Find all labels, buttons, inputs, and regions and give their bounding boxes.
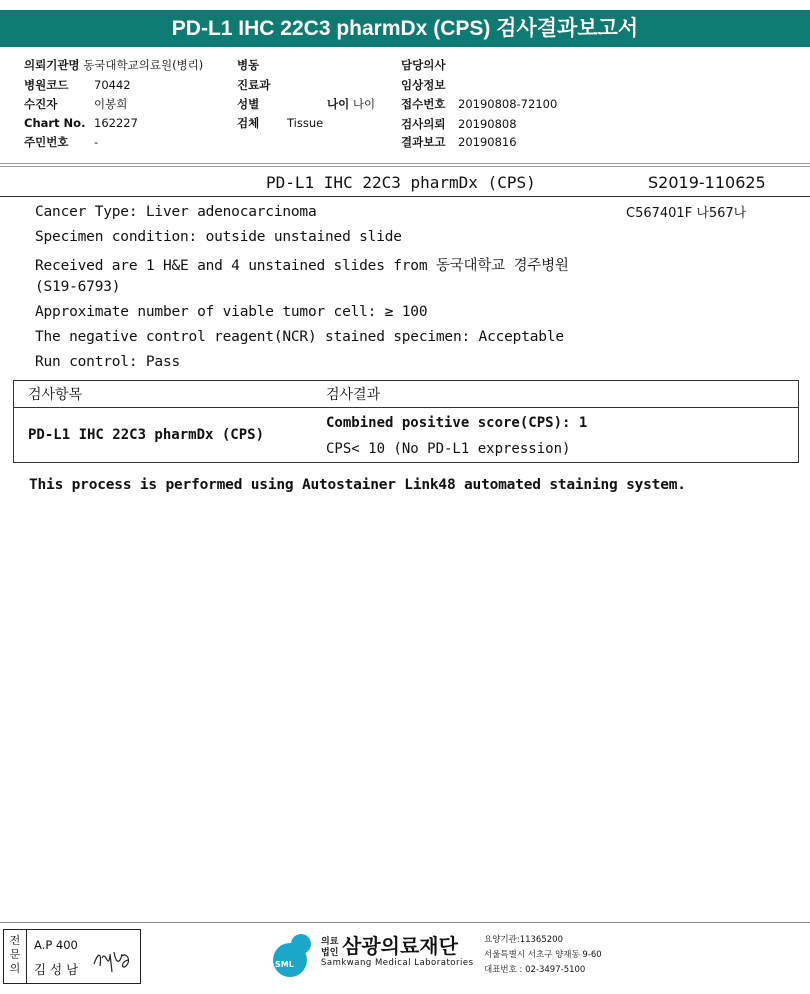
body-line: Specimen condition: outside unstained slide — [35, 229, 402, 245]
header-row: 결과보고 20190816 — [401, 135, 517, 149]
table-header-row — [14, 381, 799, 408]
header-row: 수진자 이봉희 — [24, 97, 128, 111]
header-row: 성별 — [237, 97, 260, 111]
sml-logo-icon — [270, 930, 318, 978]
table-row — [14, 408, 799, 436]
org-info: 요양기관:11365200 — [484, 935, 563, 945]
footer-separator — [0, 922, 810, 923]
body-line: (S19-6793) — [35, 279, 121, 295]
result-item: PD-L1 IHC 22C3 pharmDx (CPS) — [28, 427, 265, 443]
header-row: 주민번호 - — [24, 135, 99, 149]
org-name: 삼광의료재단 — [342, 934, 458, 958]
header-row: 병원코드 70442 — [24, 78, 131, 92]
header-row: 임상정보 — [401, 78, 446, 92]
logo-text: SML — [275, 960, 294, 969]
result-interpretation: CPS< 10 (No PD-L1 expression) — [326, 440, 571, 457]
header-row: 담당의사 — [401, 58, 446, 72]
result-table — [13, 380, 799, 463]
body-line: Received are 1 H&E and 4 unstained slides from 동국대학교 경주병원 — [35, 258, 569, 274]
org-phone: 대표번호 : 02-3497-5100 — [484, 965, 586, 975]
result-value: Combined positive score(CPS): 1 — [326, 414, 588, 431]
body-line: The negative control reagent(NCR) stained specimen: Acceptable — [35, 329, 564, 345]
header-row: 접수번호 20190808-72100 — [401, 97, 558, 111]
specimen-code: C567401F 나567나 — [626, 206, 747, 221]
doctor-name: 김 성 남 — [34, 962, 79, 977]
process-note: This process is performed using Autostainer Link48 automated staining system. — [29, 477, 686, 493]
body-line: Run control: Pass — [35, 354, 181, 370]
test-separator — [0, 196, 810, 197]
vertical-label: 전문의 — [4, 930, 27, 983]
age-field: 나이 나이 — [327, 97, 376, 111]
test-name: PD-L1 IHC 22C3 pharmDx (CPS) — [266, 173, 536, 192]
report-title: PD-L1 IHC 22C3 pharmDx (CPS) 검사결과보고서 — [0, 10, 810, 47]
body-line: Cancer Type: Liver adenocarcinoma — [35, 204, 317, 220]
header-item: 검사항목 — [28, 387, 83, 403]
header-separator — [0, 163, 810, 167]
org-type-1: 의료 — [321, 937, 339, 947]
header-row: 병동 — [237, 58, 260, 72]
signature-box — [3, 929, 141, 984]
report-number: S2019-110625 — [648, 173, 766, 192]
org-address: 서울특별시 서초구 양재동 9-60 — [484, 950, 602, 960]
header-result: 검사결과 — [326, 387, 381, 403]
header-row: 의뢰기관명 동국대학교의료원(병리) — [24, 58, 204, 72]
org-name-en: Samkwang Medical Laboratories — [321, 958, 474, 968]
header-row: Chart No. 162227 — [24, 116, 138, 130]
body-line: Approximate number of viable tumor cell: ≥ 100 — [35, 304, 428, 320]
header-row: 진료과 — [237, 78, 271, 92]
header-row: 검체 Tissue — [237, 116, 324, 130]
signature-icon — [92, 944, 136, 974]
ap-number: A.P 400 — [34, 938, 78, 952]
header-row: 검사의뢰 20190808 — [401, 117, 517, 131]
org-type-2: 법인 — [321, 948, 339, 958]
